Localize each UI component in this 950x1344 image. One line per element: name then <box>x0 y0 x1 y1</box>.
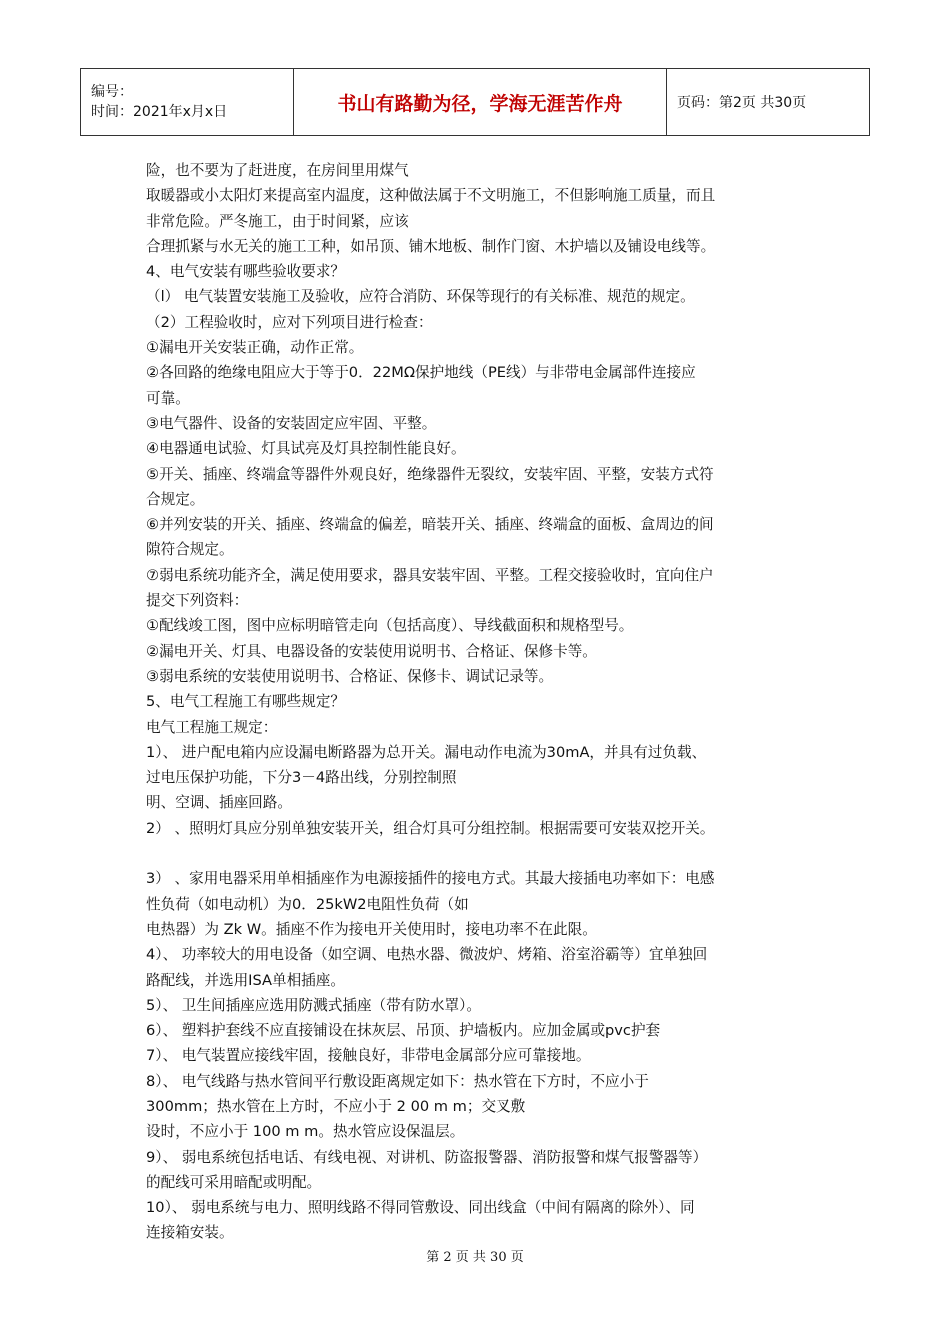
paragraph-line: ③电气器件、设备的安装固定应牢固、平整。 <box>146 414 437 432</box>
paragraph-line: ②各回路的绝缘电阻应大于等于0．22MΩ保护地线（PE线）与非带电金属部件连接应 <box>146 364 696 382</box>
paragraph-line: 3） 、家用电器采用单相插座作为电源接插件的接电方式。其最大接插电功率如下：电感 <box>146 870 715 888</box>
paragraph-line: 合理抓紧与水无关的施工工种，如吊顶、铺木地板、制作门窗、木护墙以及铺设电线等。 <box>146 237 716 255</box>
paragraph-line: ⑤开关、插座、终端盒等器件外观良好，绝缘器件无裂纹，安装牢固、平整，安装方式符 <box>146 465 714 483</box>
document-number-label: 编号： <box>91 84 133 100</box>
paragraph-line: 电热器）为 Zk W。插座不作为接电开关使用时，接电功率不在此限。 <box>146 920 597 938</box>
paragraph-line: 可靠。 <box>146 389 190 407</box>
paragraph-line: 非常危险。严冬施工，由于时间紧，应该 <box>146 212 409 230</box>
paragraph-line: ⑥并列安装的开关、插座、终端盒的偏差，暗装开关、插座、终端盒的面板、盒周边的间 <box>146 516 714 534</box>
document-date-label: 时间：2021年x月x日 <box>91 104 228 120</box>
paragraph-line: 性负荷（如电动机）为0．25kW2电阻性负荷（如 <box>146 895 469 913</box>
paragraph-line: 5）、 卫生间插座应选用防溅式插座（带有防水罩）。 <box>146 996 481 1014</box>
paragraph-line: 连接箱安装。 <box>146 1224 234 1242</box>
paragraph-line: 4）、 功率较大的用电设备（如空调、电热水器、微波炉、烤箱、浴室浴霸等）宜单独回 <box>146 946 708 964</box>
paragraph-line: 8）、 电气线路与热水管间平行敷设距离规定如下：热水管在下方时，不应小于 <box>146 1072 649 1090</box>
paragraph-line: 电气工程施工规定： <box>146 718 278 736</box>
paragraph-line: 取暖器或小太阳灯来提高室内温度，这种做法属于不文明施工，不但影响施工质量，而且 <box>146 187 716 205</box>
paragraph-line: ④电器通电试验、灯具试亮及灯具控制性能良好。 <box>146 440 466 458</box>
paragraph-line: 险，也不要为了赶进度，在房间里用煤气 <box>146 162 409 179</box>
paragraph-line: 提交下列资料： <box>146 592 249 610</box>
paragraph-line: 5、电气工程施工有哪些规定？ <box>146 693 346 711</box>
paragraph-line: 合规定。 <box>146 490 205 508</box>
paragraph-line: 2） 、照明灯具应分别单独安装开关，组合灯具可分组控制。根据需要可安装双挖开关。 <box>146 819 715 837</box>
paragraph-line: 过电压保护功能，下分3－4路出线，分别控制照 <box>146 769 457 787</box>
paragraph-line: ②漏电开关、灯具、电器设备的安装使用说明书、合格证、保修卡等。 <box>146 642 597 660</box>
paragraph-line: 设时，不应小于 100 m m。热水管应设保温层。 <box>146 1123 465 1141</box>
paragraph-line: 4、电气安装有哪些验收要求？ <box>146 263 346 281</box>
paragraph-line <box>146 841 806 866</box>
paragraph-line: ①漏电开关安装正确，动作正常。 <box>146 339 364 357</box>
paragraph-line: 明、空调、插座回路。 <box>146 794 292 812</box>
paragraph-line: 300mm；热水管在上方时，不应小于 2 00 m m；交叉敷 <box>146 1097 526 1115</box>
paragraph-line: 6）、 塑料护套线不应直接铺设在抹灰层、吊顶、护墙板内。应加金属或pvc护套 <box>146 1022 661 1040</box>
paragraph-line: （2）工程验收时，应对下列项目进行检查： <box>146 313 433 331</box>
paragraph-line: ③弱电系统的安装使用说明书、合格证、保修卡、调试记录等。 <box>146 667 554 685</box>
header-page-number: 页码：第2页 共30页 <box>667 69 870 136</box>
paragraph-line: 路配线，并选用ISA单相插座。 <box>146 971 345 989</box>
paragraph-line: 10）、 弱电系统与电力、照明线路不得同管敷设、同出线盒（中间有隔离的除外）、同 <box>146 1199 695 1217</box>
paragraph-line: （l） 电气装置安装施工及验收，应符合消防、环保等现行的有关标准、规范的规定。 <box>146 288 695 306</box>
paragraph-line: 隙符合规定。 <box>146 541 234 559</box>
paragraph-line: 1）、 进户配电箱内应设漏电断路器为总开关。漏电动作电流为30mA，并具有过负载、 <box>146 743 707 761</box>
header-meta <box>81 69 294 136</box>
paragraph-line: 7）、 电气装置应接线牢固，接触良好，非带电金属部分应可靠接地。 <box>146 1047 591 1065</box>
page-header <box>80 68 870 136</box>
paragraph-line: 9）、 弱电系统包括电话、有线电视、对讲机、防盗报警器、消防报警和煤气报警器等） <box>146 1148 708 1166</box>
paragraph-line: ⑦弱电系统功能齐全，满足使用要求，器具安装牢固、平整。工程交接验收时，宜向住户 <box>146 566 714 584</box>
document-body <box>146 158 806 1246</box>
paragraph-line: ①配线竣工图，图中应标明暗管走向（包括高度）、导线截面积和规格型号。 <box>146 617 634 635</box>
paragraph-line: 的配线可采用暗配或明配。 <box>146 1173 322 1191</box>
page-footer: 第 2 页 共 30 页 <box>426 1250 524 1265</box>
header-motto: 书山有路勤为径，学海无涯苦作舟 <box>294 69 667 136</box>
